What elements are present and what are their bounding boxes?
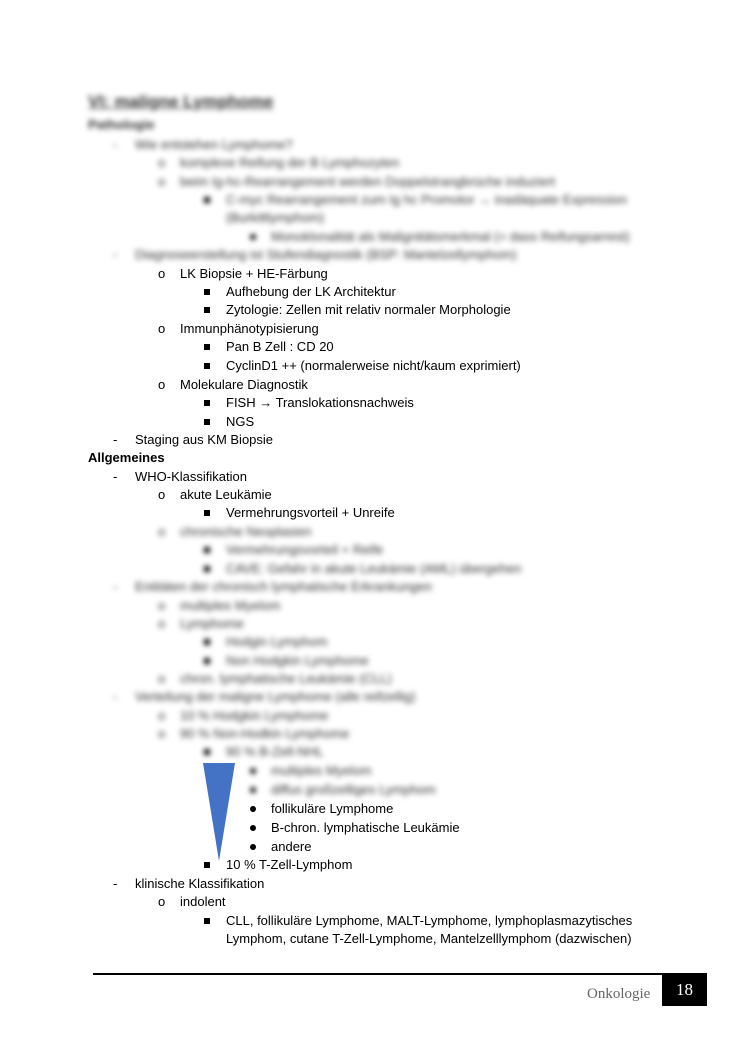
- blurred-line: (Burkittlymphom): [226, 210, 325, 225]
- blurred-line: CAVE: Gefahr in akute Leukämie (AML) übergehen: [226, 561, 522, 576]
- blurred-line: beim Ig-hc-Rearrangement werden Doppelstrangbrüche induziert: [180, 174, 556, 189]
- dash-bullet: -: [113, 469, 118, 484]
- dot-bullet: [250, 234, 256, 240]
- blurred-line: Diagnoseerstellung ist Stufendiagnostik (BSP: Mantelzellymphom): [135, 247, 517, 262]
- list-item: akute Leukämie: [180, 487, 272, 502]
- blurred-line: 90 % B-Zell-NHL: [226, 744, 324, 759]
- circle-bullet: o: [158, 671, 166, 686]
- circle-bullet: o: [158, 894, 166, 909]
- list-item: Aufhebung der LK Architektur: [226, 284, 396, 299]
- list-item: LK Biopsie + HE-Färbung: [180, 266, 328, 281]
- blurred-line: Wie entstehen Lymphome?: [135, 137, 293, 152]
- square-bullet: [204, 658, 210, 664]
- dash-bullet: -: [113, 579, 118, 594]
- square-bullet: [204, 547, 210, 553]
- dot-bullet: [250, 806, 256, 812]
- blurred-line: Verteilung der maligne Lymphome (alle reifzellig): [135, 689, 416, 704]
- blurred-line: C-myc Rearrangement zum Ig hc Promotor → inadäquate Expression: [226, 192, 628, 207]
- dash-bullet: -: [113, 247, 118, 262]
- square-bullet: [204, 749, 210, 755]
- list-item: NGS: [226, 414, 255, 429]
- list-item: CLL, follikuläre Lymphome, MALT-Lymphome, lymphoplasmazytisches: [226, 913, 633, 928]
- footer-rule: [93, 973, 663, 975]
- footer-label: Onkologie: [587, 986, 651, 1002]
- list-item: Immunphänotypisierung: [180, 321, 319, 336]
- dot-bullet: [250, 844, 256, 850]
- dash-bullet: -: [113, 432, 118, 447]
- blurred-line: Lymphome: [180, 616, 244, 631]
- list-item: 10 % T-Zell-Lymphom: [226, 857, 353, 872]
- square-bullet: [204, 400, 210, 406]
- square-bullet: [204, 419, 210, 425]
- blurred-line: Vermehrungsvorteil + Reife: [226, 542, 384, 557]
- blurred-line: Entitäten der chronisch lymphatische Erkrankungen: [135, 579, 432, 594]
- circle-bullet: o: [158, 524, 166, 539]
- page-title: VI: maligne Lymphome: [88, 92, 274, 111]
- square-bullet: [204, 363, 210, 369]
- circle-bullet: o: [158, 487, 166, 502]
- list-item: Staging aus KM Biopsie: [135, 432, 274, 447]
- dot-bullet: [250, 825, 256, 831]
- blurred-line: Non Hodgkin Lymphome: [226, 653, 369, 668]
- circle-bullet: o: [158, 155, 166, 170]
- circle-bullet: o: [158, 377, 166, 392]
- list-item: Molekulare Diagnostik: [180, 377, 308, 392]
- circle-bullet: o: [158, 174, 166, 189]
- blurred-line: 90 % Non-Hodkin Lymphome: [180, 726, 350, 741]
- dash-bullet: -: [113, 137, 118, 152]
- page-number: 18: [662, 973, 707, 1006]
- square-bullet: [204, 639, 210, 645]
- square-bullet: [204, 307, 210, 313]
- section-heading-pathologie: Pathologie: [88, 117, 155, 132]
- square-bullet: [204, 566, 210, 572]
- blurred-line: 10 % Hodgkin Lymphome: [180, 708, 329, 723]
- dash-bullet: -: [113, 876, 118, 891]
- blurred-line: Monoklonalität als Malignitätsmerkmal (= dass Reifungsarrest): [271, 229, 630, 244]
- list-item: Vermehrungsvorteil + Unreife: [226, 505, 395, 520]
- square-bullet: [204, 862, 210, 868]
- square-bullet: [204, 918, 210, 924]
- square-bullet: [204, 344, 210, 350]
- blurred-line: chron. lymphatische Leukämie (CLL): [180, 671, 392, 686]
- blurred-line: komplexe Reifung der B Lymphozyten: [180, 155, 400, 170]
- decreasing-wedge-icon: [203, 763, 235, 861]
- circle-bullet: o: [158, 708, 166, 723]
- circle-bullet: o: [158, 616, 166, 631]
- list-item: B-chron. lymphatische Leukämie: [271, 820, 460, 835]
- dot-bullet: [250, 787, 256, 793]
- list-item: follikuläre Lymphome: [271, 801, 394, 816]
- blurred-line: multiples Myelom: [180, 598, 281, 613]
- list-item: CyclinD1 ++ (normalerweise nicht/kaum exprimiert): [226, 358, 521, 373]
- circle-bullet: o: [158, 266, 166, 281]
- square-bullet: [204, 510, 210, 516]
- list-item: indolent: [180, 894, 226, 909]
- list-item: FISH → Translokationsnachweis: [226, 395, 414, 410]
- blurred-line: diffus großzelliges Lymphom: [271, 782, 436, 797]
- blurred-line: Hodgin Lymphom: [226, 634, 328, 649]
- dot-bullet: [250, 768, 256, 774]
- list-item: Pan B Zell : CD 20: [226, 339, 334, 354]
- square-bullet: [204, 197, 210, 203]
- circle-bullet: o: [158, 598, 166, 613]
- square-bullet: [204, 289, 210, 295]
- list-item: Lymphom, cutane T-Zell-Lymphome, Mantelzelllymphom (dazwischen): [226, 931, 632, 946]
- dash-bullet: -: [113, 689, 118, 704]
- blurred-line: multiples Myelom: [271, 763, 372, 778]
- list-item: klinische Klassifikation: [135, 876, 265, 891]
- circle-bullet: o: [158, 726, 166, 741]
- section-heading-allgemeines: Allgemeines: [88, 450, 165, 465]
- list-item: WHO-Klassifikation: [135, 469, 247, 484]
- circle-bullet: o: [158, 321, 166, 336]
- list-item: andere: [271, 839, 312, 854]
- blurred-line: chronische Neoplasien: [180, 524, 312, 539]
- list-item: Zytologie: Zellen mit relativ normaler Morphologie: [226, 302, 511, 317]
